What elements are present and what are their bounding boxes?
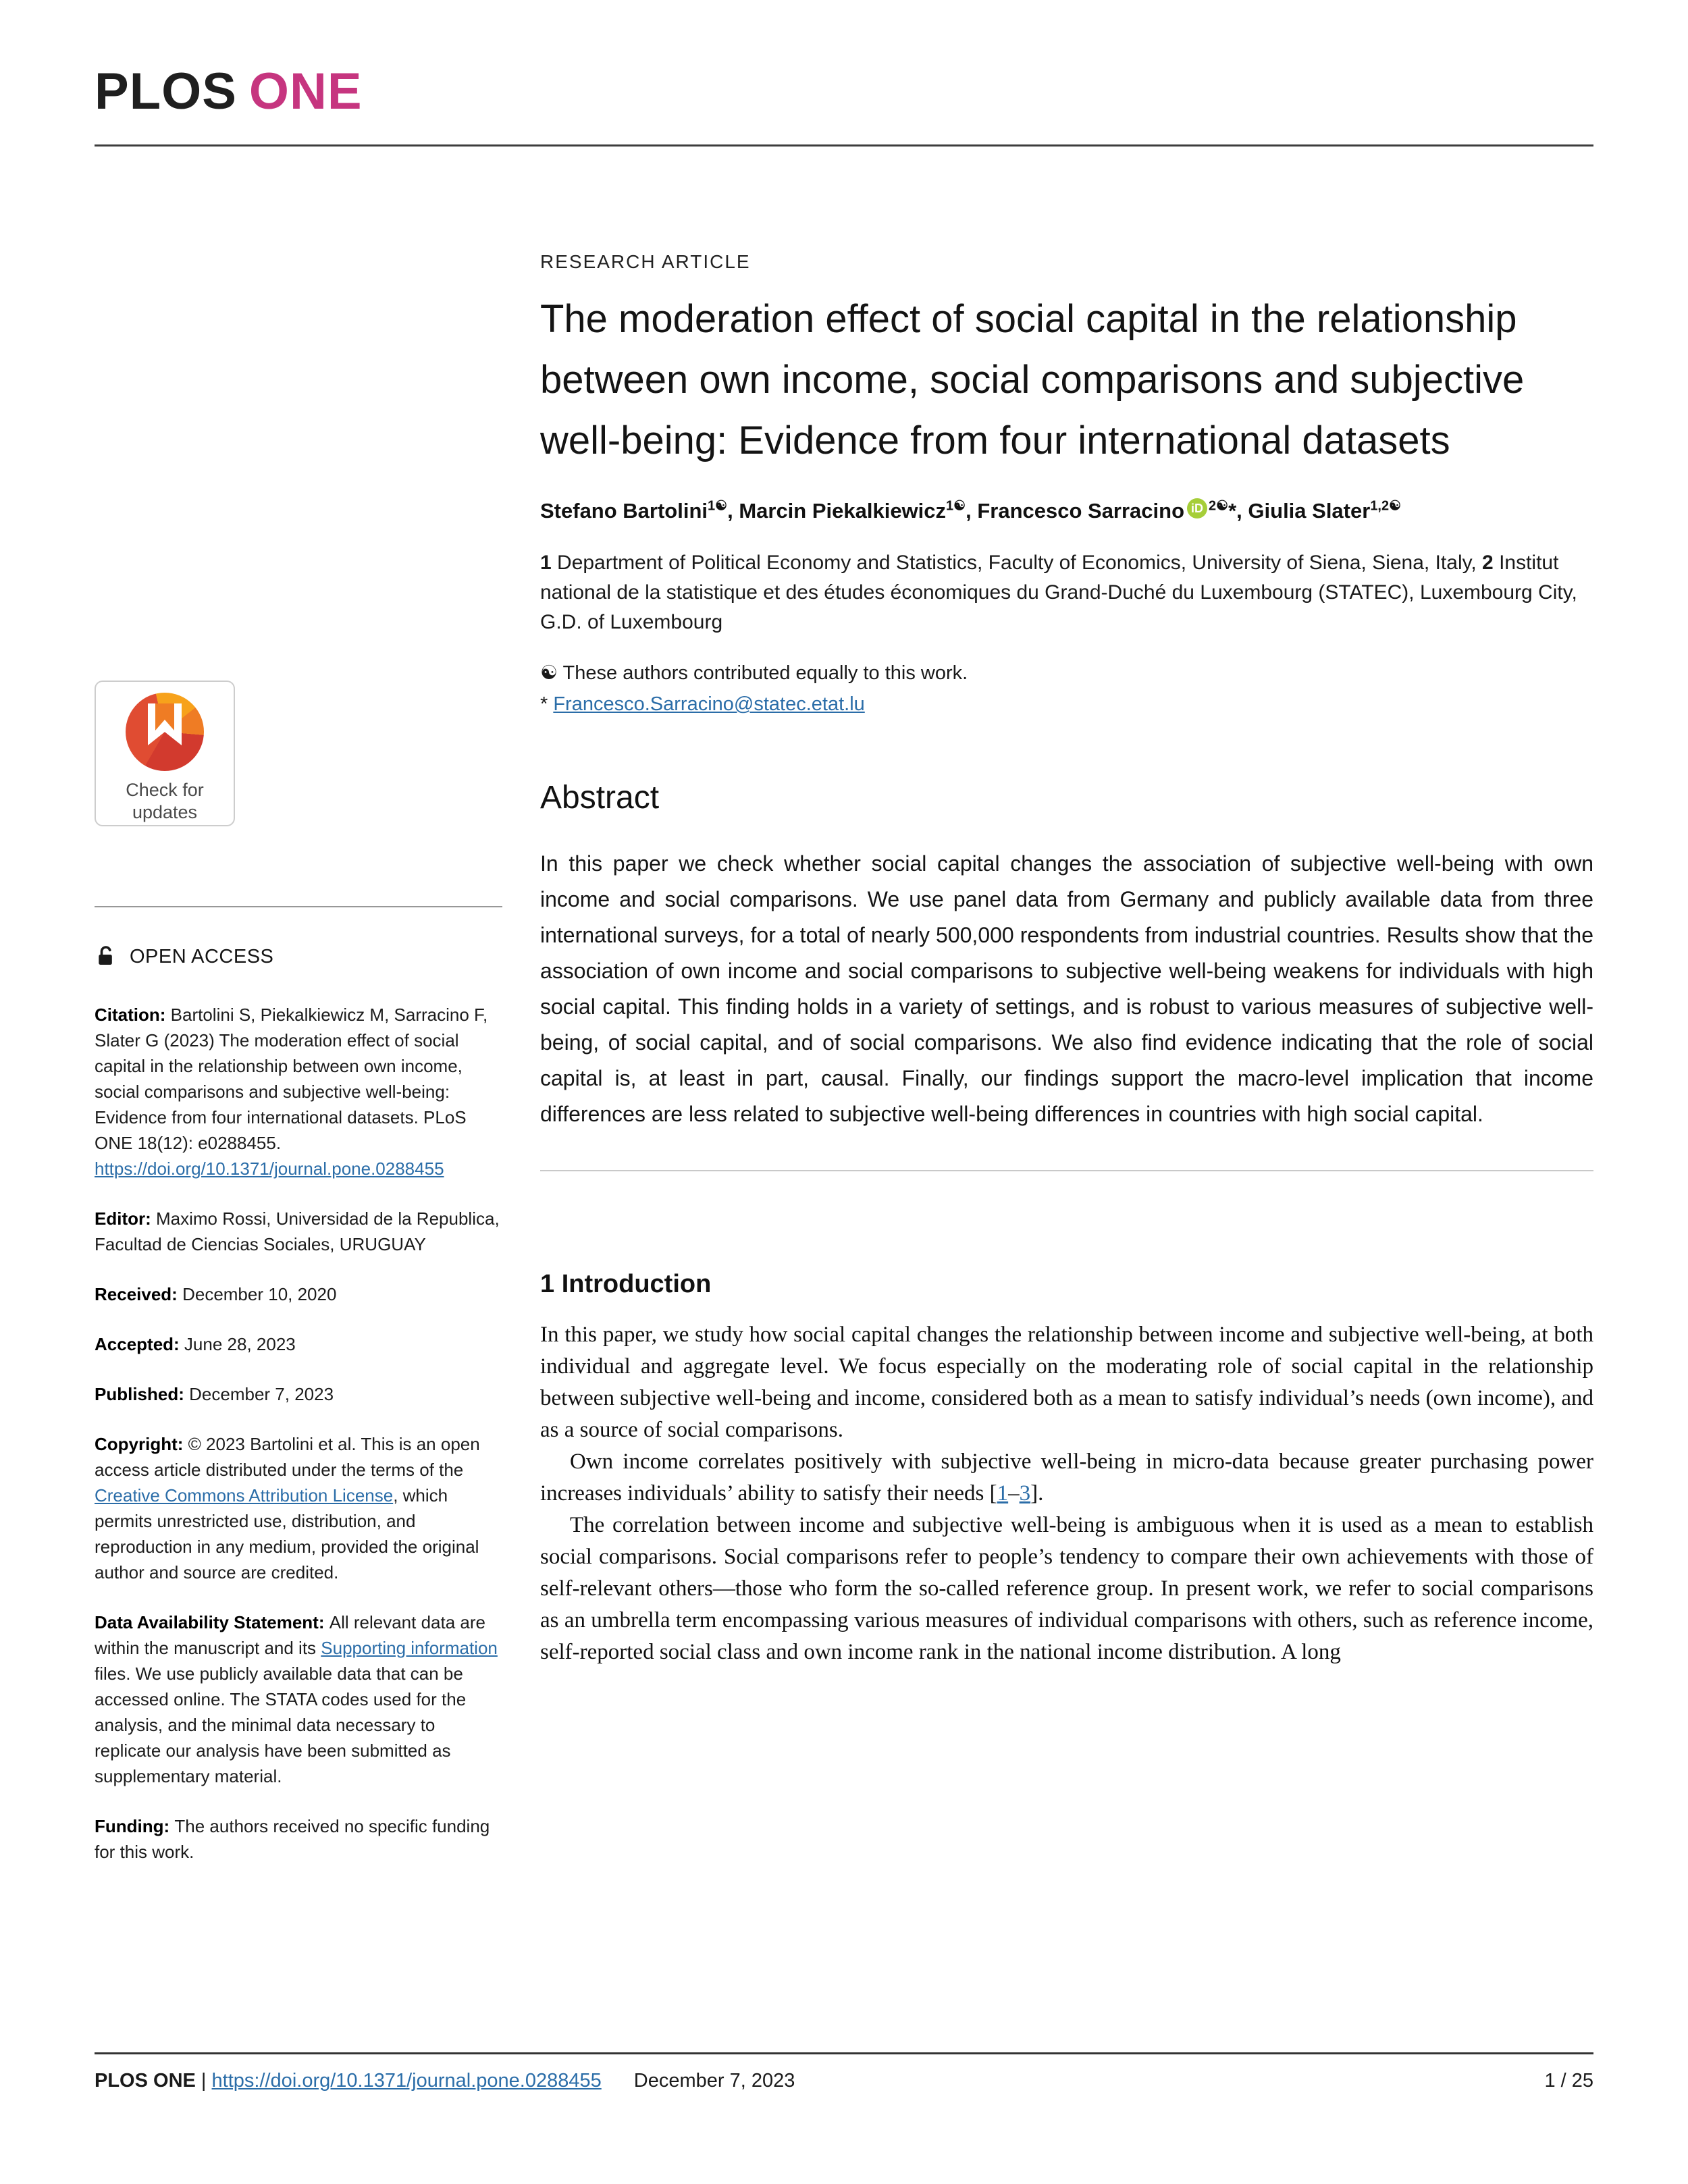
introduction-paragraph-2-end: ]. — [1030, 1481, 1044, 1506]
author-name: Marcin Piekalkiewicz — [739, 499, 947, 523]
reference-range-dash: – — [1008, 1481, 1020, 1506]
data-availability-label: Data Availability Statement: — [95, 1612, 329, 1632]
footer-separator: | — [195, 2070, 212, 2092]
received-date: December 10, 2020 — [182, 1284, 337, 1304]
reference-link-1[interactable]: 1 — [997, 1481, 1009, 1506]
data-availability-block — [95, 1609, 502, 1789]
copyright-text-2: , which permits unrestricted use, distribution, and reproduction in any medium, provided the original author and source are credited. — [95, 1485, 479, 1582]
received-block — [95, 1281, 502, 1307]
citation-text: Bartolini S, Piekalkiewicz M, Sarracino F, Slater G (2023) The moderation effect of social capital in the relationship between own income, social comparisons and subjective well-being: Evidence from four international datasets. PLoS ONE 18(12): e0288455. — [95, 1005, 488, 1153]
open-access-label: OPEN ACCESS — [130, 946, 274, 967]
open-access-badge — [95, 944, 502, 969]
funding-text: The authors received no specific funding for this work. — [95, 1816, 490, 1862]
affiliation-2: Institut national de la statistique et des études économiques du Grand-Duché du Luxembourg (STATEC), Luxembourg City, G.D. of Luxembourg — [540, 552, 1577, 633]
accepted-block — [95, 1331, 502, 1357]
sidebar-divider — [95, 906, 502, 907]
reference-link-3[interactable]: 3 — [1019, 1481, 1031, 1506]
corresponding-author-star: * — [1228, 499, 1237, 523]
badge-line1: Check for — [126, 780, 204, 800]
orcid-icon[interactable]: iD — [1187, 498, 1207, 518]
copyright-block — [95, 1431, 502, 1585]
affiliation-1: Department of Political Economy and Statistics, Faculty of Economics, University of Siena, Siena, Italy, — [551, 552, 1483, 574]
data-availability-text-1: All relevant data are within the manuscript and its — [95, 1612, 485, 1658]
citation-block — [95, 1002, 502, 1181]
check-for-updates-label — [126, 779, 204, 824]
author-name: Stefano Bartolini — [540, 499, 708, 523]
footer-left — [95, 2070, 795, 2092]
author-affiliation-marker: 2☯ — [1209, 498, 1229, 514]
open-lock-icon — [95, 944, 119, 969]
affiliations — [540, 548, 1593, 637]
header-rule — [95, 144, 1593, 147]
one-wordmark: ONE — [248, 63, 363, 120]
correspondence-line — [540, 690, 1593, 718]
published-label: Published: — [95, 1384, 190, 1404]
supporting-information-link[interactable]: Supporting information — [321, 1638, 498, 1658]
accepted-label: Accepted: — [95, 1334, 184, 1354]
correspondence-marker: * — [540, 693, 554, 715]
accepted-date: June 28, 2023 — [184, 1334, 296, 1354]
funding-label: Funding: — [95, 1816, 175, 1836]
author-separator: , — [1236, 499, 1248, 523]
crossmark-icon — [126, 693, 204, 771]
footer-date: December 7, 2023 — [633, 2070, 795, 2092]
received-label: Received: — [95, 1284, 183, 1304]
check-for-updates-badge[interactable] — [95, 681, 235, 826]
introduction-paragraph-3: The correlation between income and subjective well-being is ambiguous when it is used as a mean to establish social comparisons. Social comparisons refer to people’s tendency to compare their own achievements with those of self-relevant others—those who form the so-called reference group. In present work, we refer to social comparisons as an umbrella term encompassing various measures of individual comparisons with others, such as reference income, self-reported social class and own income rank in the national income distribution. A long — [540, 1513, 1593, 1664]
abstract-text: In this paper we check whether social capital changes the association of subjective well-being with own income and social comparisons. We use panel data from Germany and publicly available data from three international surveys, for a total of nearly 500,000 respondents from industrial countries. Results show that the association of own income and social comparisons to subjective well-being weakens for individuals with high social capital. This finding holds in a variety of settings, and is robust to various measures of subjective well-being, of social capital, and of social comparisons. We also find evidence indicating that the role of social capital is, at least in part, causal. Finally, our findings support the macro-level implication that income differences are less related to subjective well-being differences in countries with high social capital. — [540, 851, 1593, 1126]
author-separator: , — [966, 499, 978, 523]
affiliation-marker-2: 2 — [1482, 552, 1494, 574]
author-name: Francesco Sarracino — [977, 499, 1185, 523]
footer — [95, 2070, 1593, 2092]
introduction-paragraph-2 — [540, 1446, 1593, 1510]
research-article-kicker: RESEARCH ARTICLE — [540, 251, 751, 272]
data-availability-text-2: files. We use publicly available data that can be accessed online. The STATA codes used for the analysis, and the minimal data necessary to replicate our analysis have been submitted as supplementary material. — [95, 1663, 467, 1786]
authors-line — [540, 496, 1593, 527]
introduction-paragraph-1: In this paper, we study how social capital changes the relationship between income and subjective well-being, at both individual and aggregate level. We focus especially on the moderating role of social capital in the relationship between subjective well-being and income, considered both as a mean to satisfy individual’s needs (own income), and as a source of social comparisons. — [540, 1323, 1593, 1442]
author-name: Giulia Slater — [1248, 499, 1371, 523]
cc-license-link[interactable]: Creative Commons Attribution License — [95, 1485, 394, 1506]
footer-journal: PLOS ONE — [95, 2070, 196, 2092]
author-separator: , — [727, 499, 739, 523]
badge-line2: updates — [132, 802, 198, 822]
editor-label: Editor: — [95, 1208, 156, 1229]
author-affiliation-marker: 1☯ — [946, 498, 966, 514]
footer-page-number: 1 / 25 — [1544, 2070, 1593, 2092]
copyright-text-1: © 2023 Bartolini et al. This is an open access article distributed under the terms of the — [95, 1434, 480, 1480]
copyright-label: Copyright: — [95, 1434, 188, 1454]
funding-block — [95, 1813, 502, 1865]
author-affiliation-marker: 1,2☯ — [1370, 498, 1402, 514]
introduction-heading: 1 Introduction — [540, 1270, 712, 1298]
abstract-heading: Abstract — [540, 780, 660, 816]
footer-doi-link[interactable]: https://doi.org/10.1371/journal.pone.0288455 — [211, 2070, 602, 2092]
correspondence-email-link[interactable]: Francesco.Sarracino@statec.etat.lu — [553, 693, 865, 715]
editor-text: Maximo Rossi, Universidad de la Republica, Facultad de Ciencias Sociales, URUGUAY — [95, 1208, 500, 1254]
citation-label: Citation: — [95, 1005, 171, 1025]
main-column — [540, 251, 1593, 1668]
published-date: December 7, 2023 — [189, 1384, 334, 1404]
citation-doi-link[interactable]: https://doi.org/10.1371/journal.pone.0288455 — [95, 1158, 444, 1179]
equal-contribution-note: ☯ These authors contributed equally to this work. — [540, 662, 968, 684]
editor-block — [95, 1206, 502, 1257]
introduction-paragraph-2-text: Own income correlates positively with subjective well-being in micro-data because greater purchasing power increases individuals’ ability to satisfy their needs [ — [540, 1449, 1593, 1506]
affiliation-marker-1: 1 — [540, 552, 552, 574]
plos-one-logo — [95, 62, 363, 121]
abstract-divider — [540, 1170, 1593, 1171]
author-affiliation-marker: 1☯ — [708, 498, 728, 514]
plos-wordmark: PLOS — [95, 63, 237, 120]
sidebar — [95, 681, 502, 1865]
published-block — [95, 1381, 502, 1407]
article-title: The moderation effect of social capital in the relationship between own income, social comparisons and subjective well-being: Evidence from four international datasets — [540, 297, 1525, 462]
footer-rule — [95, 2052, 1593, 2054]
